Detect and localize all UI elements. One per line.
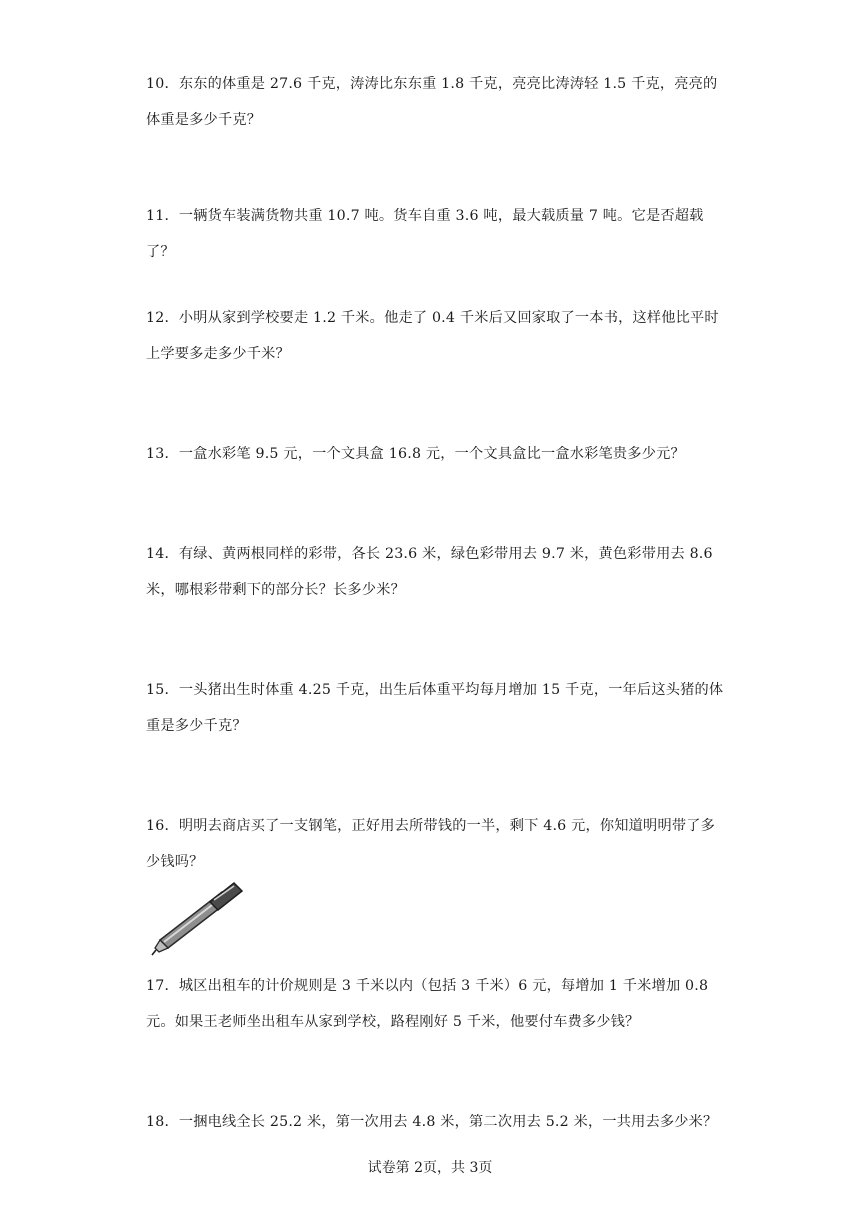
question-10: 10．东东的体重是 27.6 千克，涛涛比东东重 1.8 千克，亮亮比涛涛轻 1.5 千克，亮亮的体重是多少千克？: [146, 76, 718, 128]
question-16: 16．明明去商店买了一支钢笔，正好用去所带钱的一半，剩下 4.6 元，你知道明明带了多少钱吗？: [146, 818, 715, 870]
question-17: 17．城区出租车的计价规则是 3 千米以内（包括 3 千米）6 元，每增加 1 千米增加 0.8 元。如果王老师坐出租车从家到学校，路程刚好 5 千米，他要付车费多少钱？: [146, 978, 709, 1030]
question-13: 13．一盒水彩笔 9.5 元，一个文具盒 16.8 元，一个文具盒比一盒水彩笔贵多少元？: [146, 446, 685, 462]
question-15: 15．一头猪出生时体重 4.25 千克，出生后体重平均每月增加 15 千克，一年后这头猪的体重是多少千克？: [146, 682, 724, 734]
pen-icon: [150, 878, 246, 958]
question-18: 18．一捆电线全长 25.2 米，第一次用去 4.8 米，第二次用去 5.2 米，一共用去多少米？: [146, 1114, 718, 1130]
question-12: 12．小明从家到学校要走 1.2 千米。他走了 0.4 千米后又回家取了一本书，这样他比平时上学要多走多少千米？: [146, 310, 719, 362]
page-footer: 试卷第 2页，共 3页: [367, 1160, 493, 1176]
question-11: 11．一辆货车装满货物共重 10.7 吨。货车自重 3.6 吨，最大载质量 7 吨。它是否超载了？: [146, 208, 704, 260]
question-14: 14．有绿、黄两根同样的彩带，各长 23.6 米，绿色彩带用去 9.7 米，黄色彩带用去 8.6 米，哪根彩带剩下的部分长？长多少米？: [146, 546, 713, 598]
